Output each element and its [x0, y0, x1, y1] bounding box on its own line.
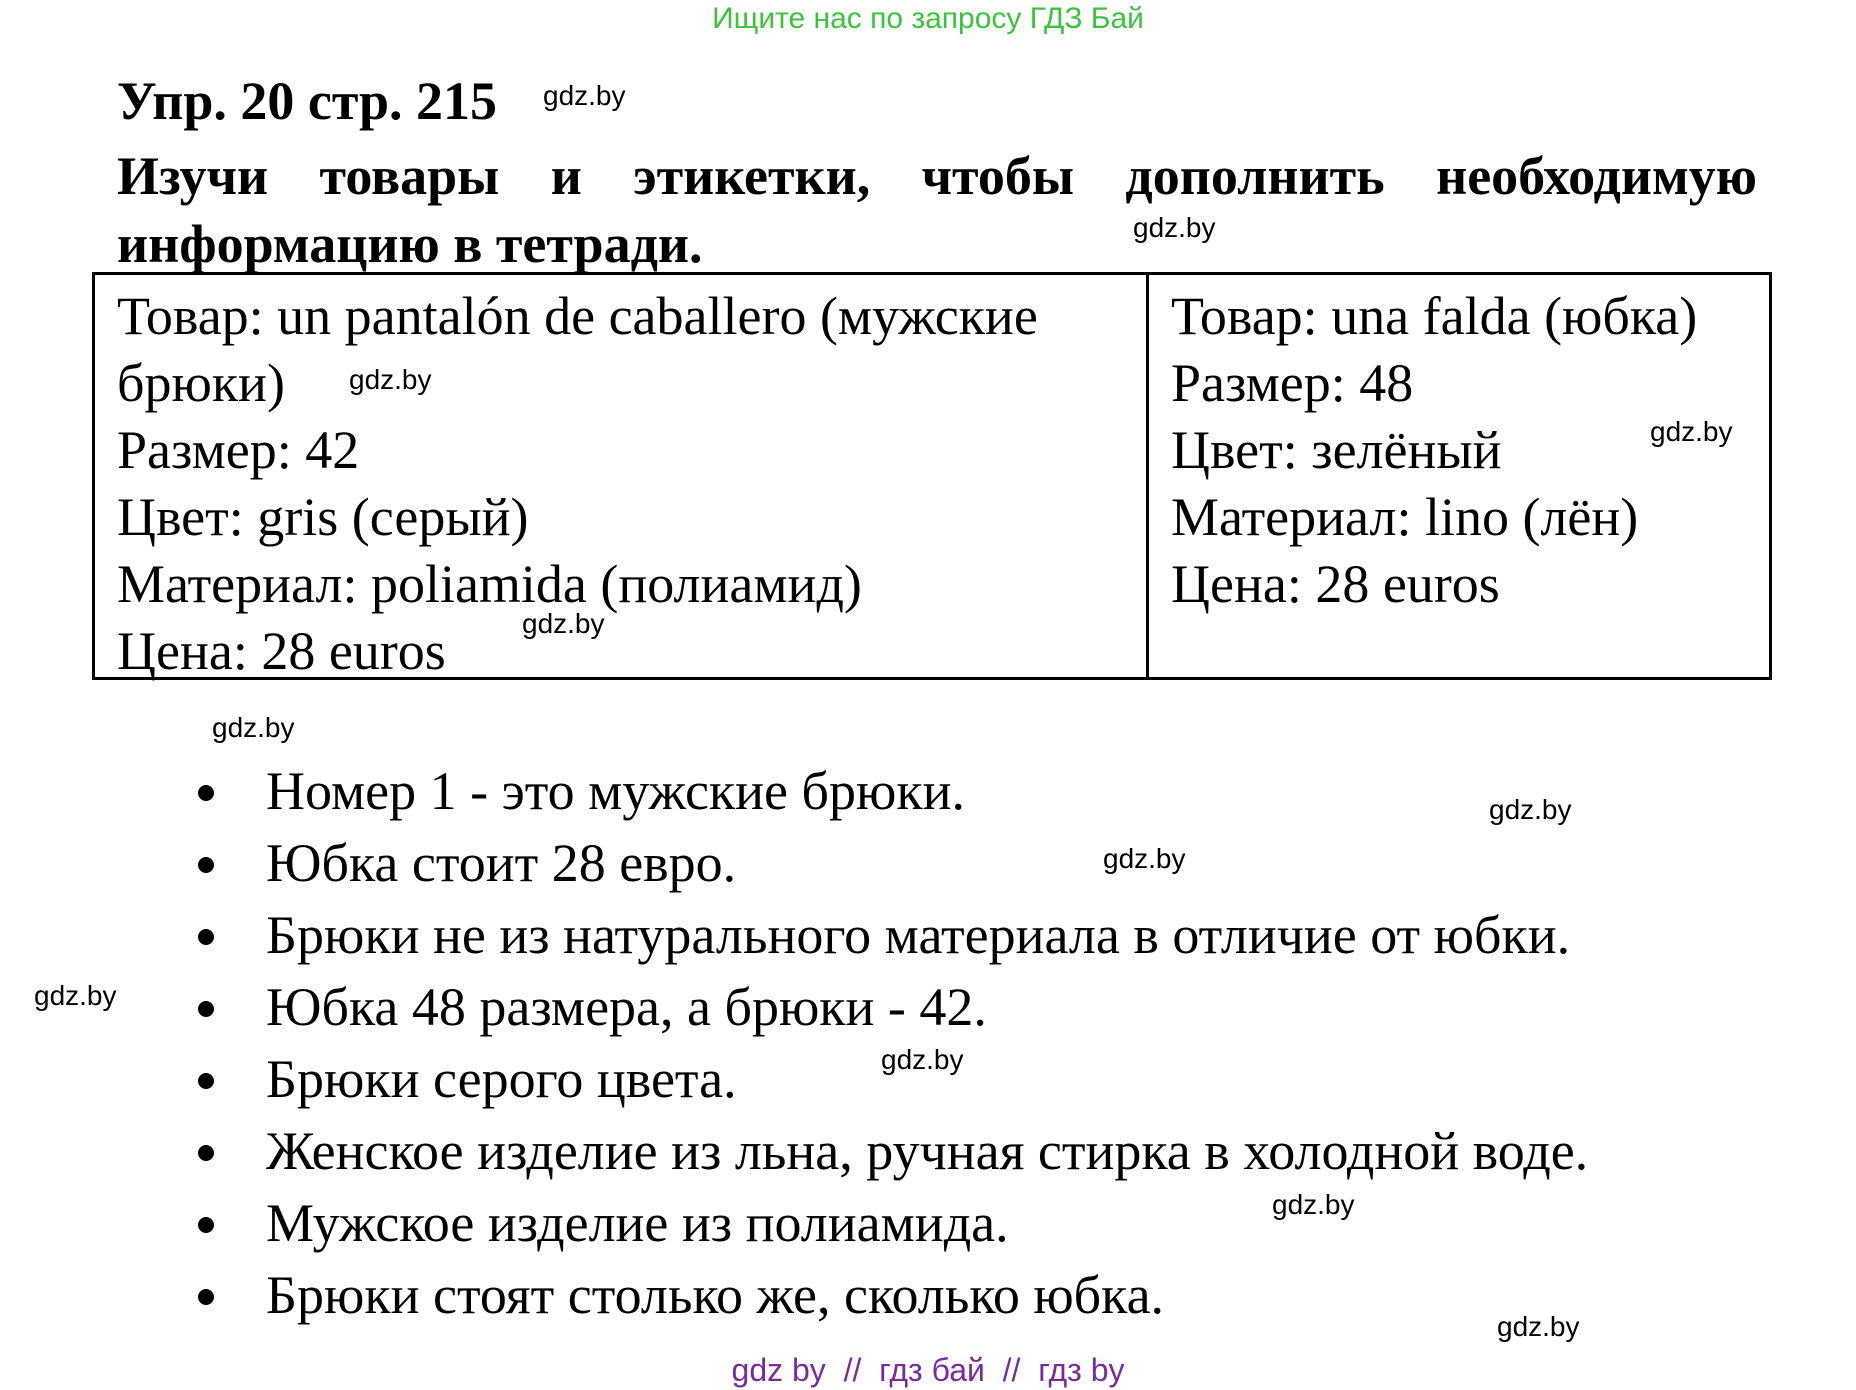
answer-text: Брюки серого цвета. [266, 1049, 737, 1109]
watermark: gdz.by [1103, 843, 1186, 874]
bullet-icon [198, 785, 214, 801]
product-right-line: Материал: lino (лён) [1171, 487, 1639, 547]
answer-text: Юбка 48 размера, а брюки - 42. [266, 977, 987, 1037]
list-item [190, 827, 1588, 899]
task-text: Изучи товары и этикетки, чтобы дополнить необходимую информацию в тетради. [117, 146, 1757, 274]
product-left-line: Цена: 28 euros [117, 621, 446, 681]
watermark: gdz.by [1650, 416, 1733, 447]
list-item [190, 971, 1588, 1043]
watermark: gdz.by [881, 1044, 964, 1075]
product-left-line: Материал: poliamida (полиамид) [117, 554, 862, 614]
bullet-icon [198, 1145, 214, 1161]
product-right-line: Цвет: зелёный [1171, 420, 1502, 480]
product-right-line: Цена: 28 euros [1171, 554, 1500, 614]
bullet-icon [198, 1289, 214, 1305]
search-banner: Ищите нас по запросу ГДЗ Бай [712, 2, 1144, 35]
watermark: gdz.by [1133, 212, 1216, 243]
exercise-title: Упр. 20 стр. 215 [117, 71, 498, 131]
bullet-icon [198, 1073, 214, 1089]
bullet-icon [198, 1001, 214, 1017]
product-left-cell [95, 275, 1149, 681]
answer-text: Брюки стоят столько же, сколько юбка. [266, 1265, 1165, 1325]
product-left-line: Размер: 42 [117, 420, 360, 480]
list-item [190, 1115, 1588, 1187]
product-left-line: Цвет: gris (серый) [117, 487, 529, 547]
product-right-line: Размер: 48 [1171, 353, 1414, 413]
product-left-line: брюки) [117, 353, 285, 413]
answer-text: Женское изделие из льна, ручная стирка в холодной воде. [266, 1121, 1589, 1181]
bullet-icon [198, 929, 214, 945]
answer-list [190, 755, 1588, 1331]
list-item [190, 1187, 1588, 1259]
watermark: gdz.by [522, 608, 605, 639]
bullet-icon [198, 857, 214, 873]
list-item [190, 755, 1588, 827]
answer-text: Номер 1 - это мужские брюки. [266, 761, 965, 821]
footer-links: gdz by // гдз бай // гдз by [731, 1352, 1125, 1388]
product-right-line: Товар: una falda (юбка) [1171, 286, 1698, 346]
product-right-cell [1149, 275, 1769, 677]
list-item [190, 1259, 1588, 1331]
answer-text: Брюки не из натурального материала в отличие от юбки. [266, 905, 1571, 965]
answer-text: Юбка стоит 28 евро. [266, 833, 737, 893]
bullet-icon [198, 1217, 214, 1233]
watermark: gdz.by [1497, 1311, 1580, 1342]
watermark: gdz.by [212, 712, 295, 743]
product-table [92, 272, 1772, 680]
watermark: gdz.by [34, 980, 117, 1011]
watermark: gdz.by [1272, 1189, 1355, 1220]
answer-text: Мужское изделие из полиамида. [266, 1193, 1009, 1253]
watermark: gdz.by [1489, 794, 1572, 825]
product-left-line: Товар: un pantalón de caballero (мужские [117, 286, 1038, 346]
list-item [190, 899, 1588, 971]
watermark: gdz.by [543, 80, 626, 111]
watermark: gdz.by [349, 364, 432, 395]
